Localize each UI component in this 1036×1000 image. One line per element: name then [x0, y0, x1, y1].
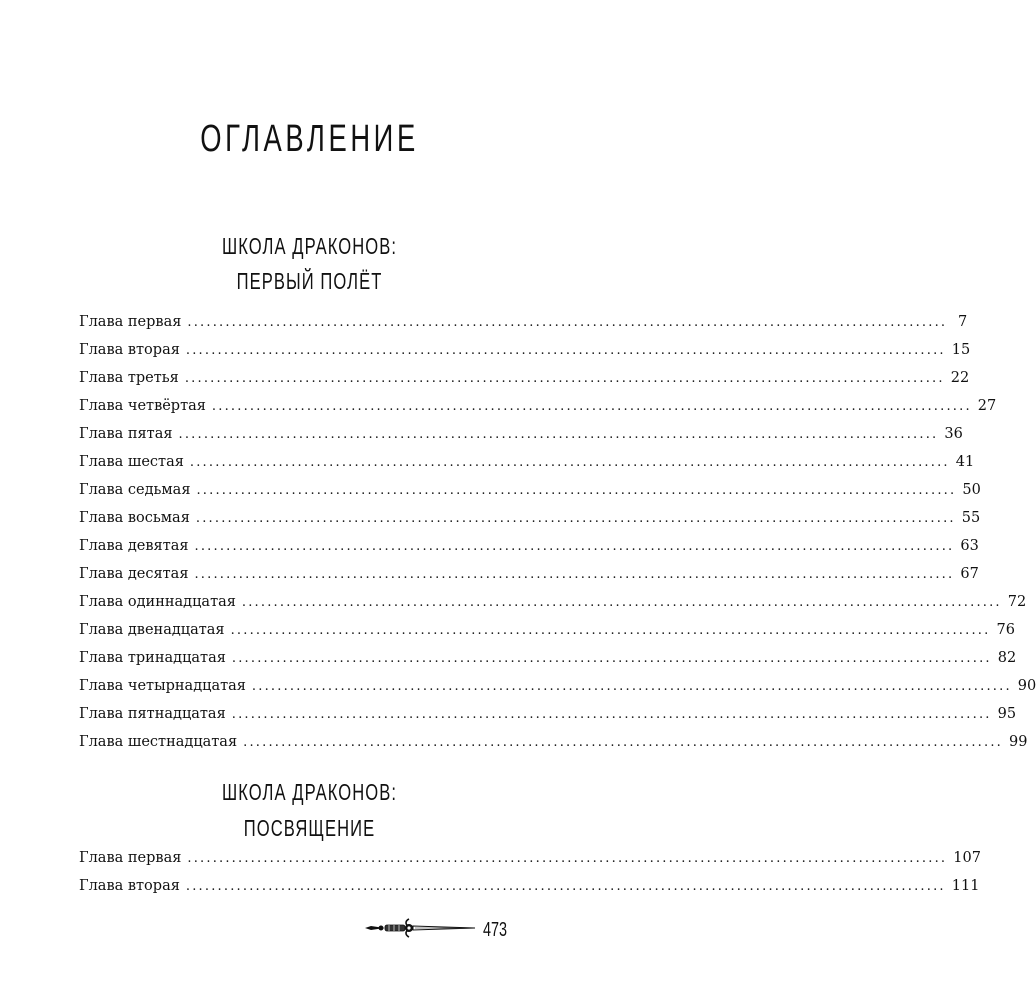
- toc-entry-page: 72: [1007, 594, 1027, 610]
- toc-leader-dots: ........................................................................................................................: [195, 511, 956, 526]
- toc-entry-page: 50: [962, 482, 981, 498]
- toc-entry-page: 107: [953, 850, 981, 866]
- toc-entry-page: 99: [1009, 734, 1028, 750]
- toc-entry-page: 36: [944, 426, 963, 442]
- toc-entry: [79, 336, 971, 364]
- toc-entry: [79, 700, 1017, 728]
- toc-entry-title: Глава четвёртая: [79, 398, 206, 414]
- toc-entry-title: Глава четырнадцатая: [79, 678, 246, 694]
- toc-entry-page: 76: [996, 622, 1015, 638]
- toc-leader-dots: ........................................................................................................................: [230, 623, 991, 638]
- toc-entry: [79, 844, 981, 872]
- toc-leader-dots: ........................................................................................................................: [231, 707, 992, 722]
- toc-leader-dots: ........................................................................................................................: [185, 879, 946, 894]
- toc-leader-dots: ........................................................................................................................: [251, 679, 1012, 694]
- toc-entry-title: Глава пятая: [79, 426, 173, 442]
- toc-entry-title: Глава пятнадцатая: [79, 706, 226, 722]
- toc-leader-dots: ........................................................................................................................: [187, 851, 948, 866]
- toc-entry-title: Глава десятая: [79, 566, 189, 582]
- toc-entry-title: Глава первая: [79, 850, 182, 866]
- toc-entry-title: Глава двенадцатая: [79, 622, 225, 638]
- toc-leader-dots: ........................................................................................................................: [185, 343, 946, 358]
- toc-entry: [79, 588, 1027, 616]
- toc-entry-page: 41: [955, 454, 975, 470]
- toc-leader-dots: ........................................................................................................................: [243, 735, 1003, 750]
- toc-leader-dots: ........................................................................................................................: [241, 595, 1002, 610]
- toc-leader-dots: ........................................................................................................................: [187, 315, 948, 330]
- section-title-2-line-1: ШКОЛА ДРАКОНОВ:: [221, 779, 398, 805]
- section-title-1-line-1: ШКОЛА ДРАКОНОВ:: [221, 233, 398, 259]
- toc-entry: [79, 364, 970, 392]
- toc-entry-page: 63: [960, 538, 979, 554]
- toc-entry: [79, 504, 981, 532]
- toc-entry: [79, 448, 975, 476]
- toc-leader-dots: ........................................................................................................................: [189, 455, 950, 470]
- toc-leader-dots: ........................................................................................................................: [178, 427, 939, 442]
- toc-entry-page: 67: [960, 566, 979, 582]
- page-number: 473: [483, 918, 508, 941]
- toc-entry-page: 82: [997, 650, 1017, 666]
- toc-entry-page: 95: [997, 706, 1017, 722]
- toc-entry-title: Глава первая: [79, 314, 182, 330]
- toc-leader-dots: ........................................................................................................................: [184, 371, 945, 386]
- toc-entry-page: 27: [977, 398, 997, 414]
- toc-entry-title: Глава шестая: [79, 454, 184, 470]
- toc-entry: [79, 392, 997, 420]
- toc-entry-title: Глава третья: [79, 370, 179, 386]
- toc-entry-page: 111: [951, 878, 980, 894]
- toc-entry-page: 22: [950, 370, 970, 386]
- toc-list-section-2: [79, 844, 981, 900]
- toc-entry: [79, 420, 963, 448]
- page-footer: [363, 915, 513, 945]
- toc-leader-dots: ........................................................................................................................: [196, 483, 957, 498]
- toc-entry-title: Глава вторая: [79, 878, 180, 894]
- toc-leader-dots: ........................................................................................................................: [194, 539, 955, 554]
- dagger-icon: [363, 915, 477, 945]
- toc-entry: [79, 672, 1036, 700]
- toc-entry-title: Глава девятая: [79, 538, 189, 554]
- toc-entry-page: 90: [1017, 678, 1036, 694]
- toc-entry-page: 15: [951, 342, 971, 358]
- toc-entry: [79, 476, 981, 504]
- toc-entry-title: Глава восьмая: [79, 510, 190, 526]
- toc-leader-dots: ........................................................................................................................: [231, 651, 992, 666]
- toc-entry: [79, 308, 968, 336]
- toc-entry: [79, 872, 980, 900]
- toc-entry: [79, 644, 1017, 672]
- toc-entry-title: Глава вторая: [79, 342, 180, 358]
- toc-list-section-1: [79, 308, 1036, 756]
- section-title-2-line-2: ПОСВЯЩЕНИЕ: [243, 815, 376, 841]
- toc-leader-dots: ........................................................................................................................: [194, 567, 955, 582]
- toc-entry-title: Глава шестнадцатая: [79, 734, 238, 750]
- toc-entry-page: 7: [958, 314, 968, 330]
- toc-entry-title: Глава одиннадцатая: [79, 594, 236, 610]
- toc-entry: [79, 532, 979, 560]
- toc-entry-title: Глава тринадцатая: [79, 650, 226, 666]
- page-title: ОГЛАВЛЕНИЕ: [200, 118, 419, 160]
- toc-entry: [79, 728, 1028, 756]
- toc-entry-title: Глава седьмая: [79, 482, 191, 498]
- toc-leader-dots: ........................................................................................................................: [211, 399, 972, 414]
- section-title-1-line-2: ПЕРВЫЙ ПОЛЁТ: [236, 268, 383, 294]
- toc-entry: [79, 560, 979, 588]
- toc-entry: [79, 616, 1015, 644]
- toc-entry-page: 55: [961, 510, 981, 526]
